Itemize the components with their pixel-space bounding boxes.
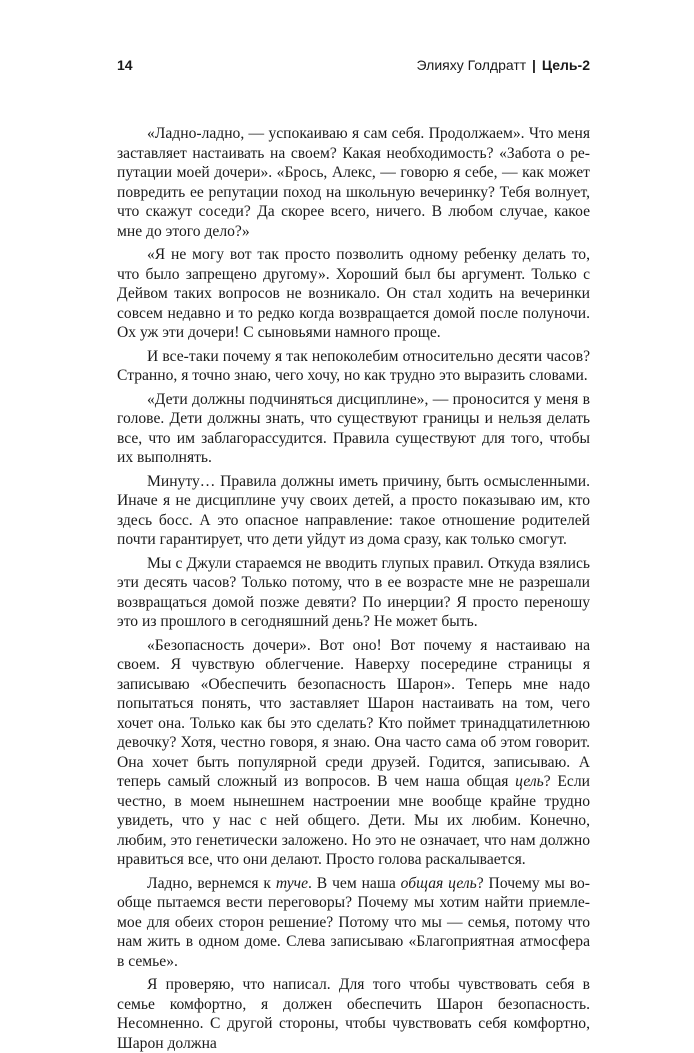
page-header [117,57,590,81]
paragraph-9 [117,975,590,1053]
book-title: Цель-2 [541,57,590,73]
text-run: «Я не могу вот так просто позволить одному ребенку делать то, что было запрещено другому». Хороший был бы аргумент. Только с Дейвом таких вопросов не возникало. Он стал ходить на вечеринки совсем недавно и то редко когда возвращается домой после полуночи. Ох уж эти дочери! С сыновьями намного проще. [117,246,590,341]
paragraph-1 [117,124,590,241]
author-name: Элияху Голдратт [416,57,527,73]
text-run: ? Почему мы вообще пытаемся вести переговоры? Почему мы хотим найти приемлемое для обеих сторон решение? Потому что мы — семья, потому что нам жить в одном доме. Слева записываю «Благоприятная атмосфера в семье». [117,874,590,970]
italic-text: туче [275,874,309,892]
paragraph-2 [117,245,590,343]
text-run: Я проверяю, что написал. Для того чтобы чувствовать себя в семье комфортно, я должен обеспечить Шарон безопасность. Несомненно. С другой стороны, чтобы чувствовать себя комфортно, Шарон должна [117,976,590,1052]
text-run: «Дети должны подчиняться дисциплине», — проносится у меня в голове. Дети должны знать, что существуют границы и нельзя делать все, что им заблагорассудится. Правила существуют для того, чтобы их выполнять. [117,390,590,466]
paragraph-6 [117,554,590,632]
text-run: ? Если честно, в моем нынешнем настроении мне вообще крайне трудно увидеть, что у нас с ней общего. Дети. Мы их любим. Конечно, любим, это генетически заложено. Но это не означает, что нам должно нравиться все, что они делают. Просто голова раскалывается. [117,773,590,868]
text-run: «Ладно-ладно, — успокаиваю я сам себя. Продолжаем». Что меня заставляет настаивать на своем? Какая необходимость? «Забота о репутации моей дочери». «Брось, Алекс, — говорю я себе, — как может повредить ее репутации поход на школьную вечеринку? Тебя волнует, что скажут соседи? Да скорее всего, ничего. В любом случае, какое мне до этого дело?» [117,125,590,240]
text-run: Мы с Джули стараемся не вводить глупых правил. Откуда взялись эти десять часов? Только потому, что в ее возрасте мне не разрешали возвращаться домой позже девяти? По инерции? Я просто переношу это из прошлого в сегодняшний день? Не может быть. [117,554,590,630]
text-run: «Безопасность дочери». Вот оно! Вот почему я настаиваю на своем. Я чувствую облегчение. Наверху посередине страницы я записываю «Обеспечить безопасность Шарон». Теперь мне надо попытаться понять, что заставляет Шарон настаивать на том, чего хочет она. Только как бы это сделать? Кто поймет тринадцатилетнюю девочку? Хотя, честно говоря, я знаю. Она часто сама об этом говорит. Она хочет быть популярной среди друзей. Годится, записываю. А теперь самый сложный из вопросов. В чем наша общая [117,636,590,790]
page-number: 14 [117,57,133,73]
text-run: Ладно, вернемся к [147,874,276,892]
text-run: . В чем наша [308,874,401,892]
paragraph-8 [117,874,590,972]
header-separator: | [532,57,536,73]
paragraph-4 [117,390,590,468]
paragraph-5 [117,472,590,550]
text-run: И все-таки почему я так непоколебим относительно десяти часов? Странно, я точно знаю, чего хочу, но как трудно это выразить словами. [117,347,590,384]
paragraph-3 [117,347,590,386]
text-run: Минуту… Правила должны иметь причину, быть осмысленными. Иначе я не дисциплине учу своих детей, а просто показываю им, кто здесь босс. А это опасное направление: такое отношение родителей почти гарантирует, что дети уйдут из дома сразу, как только смогут. [117,472,590,548]
body-text [117,124,590,1053]
paragraph-7 [117,636,590,870]
running-head [417,57,590,73]
italic-text: цель [515,773,544,790]
italic-text: общая цель [400,874,477,892]
